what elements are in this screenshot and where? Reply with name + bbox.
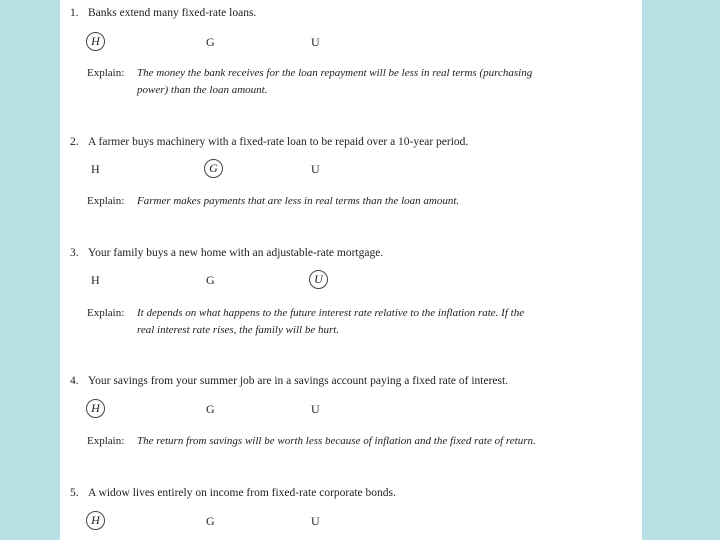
question-prompt: A farmer buys machinery with a fixed-rate loan to be repaid over a 10-year period. xyxy=(88,136,469,148)
question-text xyxy=(70,136,468,148)
explain-line-1: It depends on what happens to the future interest rate relative to the inflation rate. If the xyxy=(137,307,525,319)
explain-line-1: The money the bank receives for the loan repayment will be less in real terms (purchasing xyxy=(137,67,533,79)
question-prompt: A widow lives entirely on income from fixed-rate corporate bonds. xyxy=(88,487,396,499)
question-number: 5. xyxy=(70,487,79,499)
explain-label: Explain: xyxy=(87,195,125,207)
option-u[interactable]: U xyxy=(311,402,320,416)
question-prompt: Banks extend many fixed-rate loans. xyxy=(88,7,257,19)
question-prompt: Your family buys a new home with an adjustable-rate mortgage. xyxy=(88,247,384,259)
option-h-selected[interactable]: H xyxy=(86,511,105,530)
question-text xyxy=(70,375,508,387)
explain-label: Explain: xyxy=(87,67,125,79)
option-h[interactable]: H xyxy=(91,162,100,176)
question-prompt: Your savings from your summer job are in a savings account paying a fixed rate of interest. xyxy=(88,375,509,387)
option-u-selected[interactable]: U xyxy=(309,270,328,289)
question-number: 1. xyxy=(70,7,79,19)
explain-label: Explain: xyxy=(87,435,125,447)
question-text xyxy=(70,487,396,499)
option-u[interactable]: U xyxy=(311,514,320,528)
option-g[interactable]: G xyxy=(206,273,215,287)
explain-text xyxy=(137,305,637,339)
explain-text xyxy=(137,433,657,450)
explain-line-2: power) than the loan amount. xyxy=(137,84,268,96)
option-h-selected[interactable]: H xyxy=(86,399,105,418)
question-number: 2. xyxy=(70,136,79,148)
question-text xyxy=(70,7,256,19)
option-u[interactable]: U xyxy=(311,35,320,49)
option-h-selected[interactable]: H xyxy=(86,32,105,51)
option-g[interactable]: G xyxy=(206,514,215,528)
explain-text xyxy=(137,193,637,210)
worksheet-page xyxy=(60,0,642,540)
explain-line-2: real interest rate rises, the family will be hurt. xyxy=(137,324,340,336)
option-h[interactable]: H xyxy=(91,273,100,287)
option-g[interactable]: G xyxy=(206,35,215,49)
question-text xyxy=(70,247,383,259)
explain-line-1: The return from savings will be worth less because of inflation and the fixed rate of return. xyxy=(137,435,536,447)
explain-line-1: Farmer makes payments that are less in real terms than the loan amount. xyxy=(137,195,460,207)
explain-text xyxy=(137,65,637,99)
explain-label: Explain: xyxy=(87,307,125,319)
question-number: 3. xyxy=(70,247,79,259)
option-g-selected[interactable]: G xyxy=(204,159,223,178)
option-u[interactable]: U xyxy=(311,162,320,176)
option-g[interactable]: G xyxy=(206,402,215,416)
question-number: 4. xyxy=(70,375,79,387)
